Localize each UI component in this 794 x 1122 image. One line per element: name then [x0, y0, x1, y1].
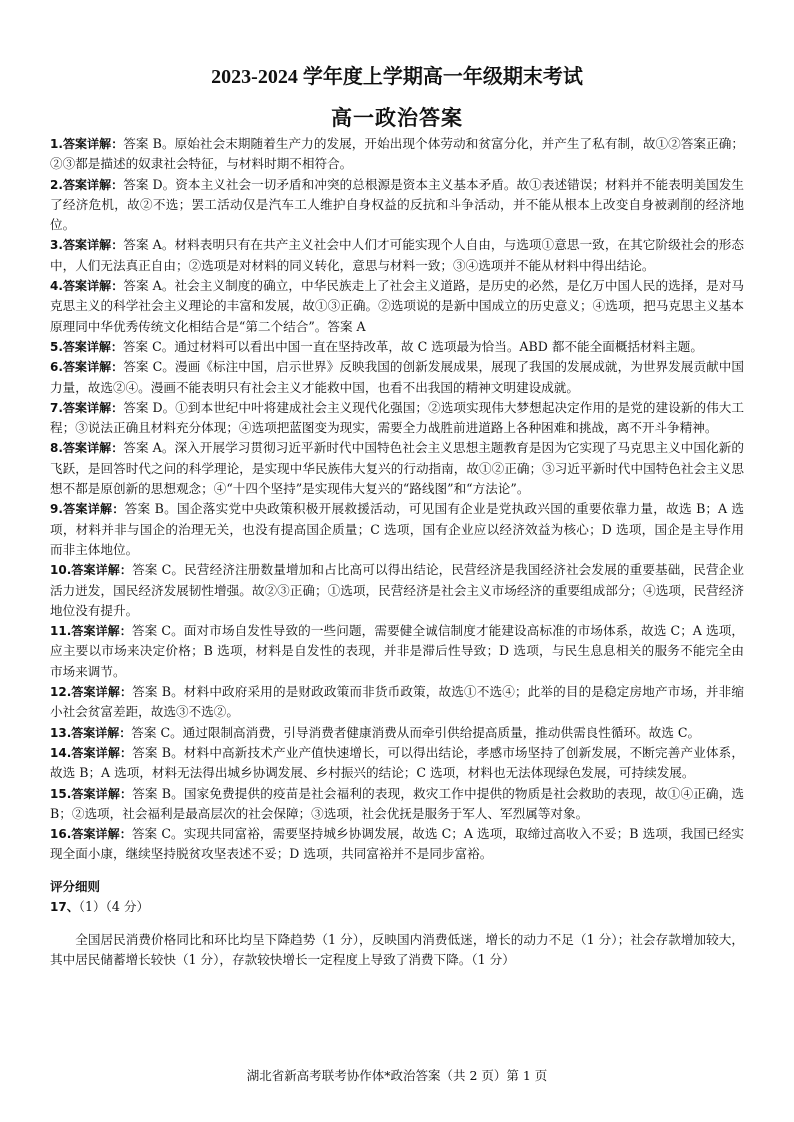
- scoring-heading: 评分细则: [50, 878, 101, 894]
- answer-text: 答案 A。社会主义制度的确立，中华民族走上了社会主义道路，是历史的必然，是亿万中国人民的选择，是对马克思主义的科学社会主义理论的丰富和发展，故①③正确。②选项说的是新中国成立的历史意义；④选项，把马克思主义基本原理同中华优秀传统文化相结合是“第二个结合”。答案 A: [50, 278, 744, 334]
- answer-text: 答案 B。材料中高新技术产业产值快速增长，可以得出结论，孝感市场坚持了创新发展，不断完善产业体系，故选 B；A 选项，材料无法得出城乡协调发展、乡村振兴的结论；C 选项，材料也无法体现绿色发展，可持续发展。: [50, 744, 744, 781]
- question-17-header: [50, 897, 744, 917]
- answer-label: 14.答案详解：: [50, 745, 133, 760]
- answer-label: 5.答案详解：: [50, 339, 123, 354]
- answer-text: 答案 D。资本主义社会一切矛盾和冲突的总根源是资本主义基本矛盾。故①表述错误；材料并不能表明美国发生了经济危机，故②不选；罢工活动仅是汽车工人维护自身权益的反抗和斗争活动，并不能从根本上改变自身被剥削的经济地位。: [50, 176, 744, 233]
- question-17-paragraph: 全国居民消费价格同比和环比均呈下降趋势（1 分），反映国内消费低迷，增长的动力不足（1 分）；社会存款增加较大，其中居民储蓄增长较快（1 分），存款较快增长一定程度上导致了消费下降。（1 分）: [50, 931, 744, 967]
- answer-item: [50, 723, 744, 743]
- answer-text: 答案 D。①到本世纪中叶将建成社会主义现代化强国；②选项实现伟大梦想起决定作用的是党的建设新的伟大工程；③说法正确且材料充分体现；④选项把蓝图变为现实，需要全力战胜前进道路上各种困难和挑战，离不开斗争精神。: [50, 399, 744, 436]
- answer-label: 13.答案详解：: [50, 725, 132, 740]
- answer-text: 答案 C。民营经济注册数量增加和占比高可以得出结论，民营经济是我国经济社会发展的重要基础，民营企业活力迸发，国民经济发展韧性增强。故②③正确；①选项，民营经济是社会主义市场经济的重要组成部分；④选项，民营经济地位没有提升。: [50, 562, 744, 618]
- question-17-label: 17、: [50, 899, 79, 914]
- answers-body: [50, 134, 744, 983]
- answer-text: 答案 B。材料中政府采用的是财政政策而非货币政策，故选①不选④；此举的目的是稳定房地产市场，并非缩小社会贫富差距，故选③不选②。: [50, 684, 744, 720]
- answer-subtitle: 高一政治答案: [331, 106, 463, 130]
- answer-item: [50, 824, 744, 865]
- answer-text: 答案 C。面对市场自发性导致的一些问题，需要健全诚信制度才能建设高标准的市场体系，故选 C；A 选项，应主要以市场来决定价格；B 选项，材料是自发性的表现，并非是滞后性导致；D 选项，与民生息息相关的服务不能完全由市场来调节。: [50, 623, 744, 679]
- answer-item: [50, 175, 744, 236]
- answer-item: [50, 621, 744, 682]
- answer-item: [50, 438, 744, 499]
- answer-label: 8.答案详解：: [50, 441, 124, 456]
- answer-label: 16.答案详解：: [50, 827, 132, 842]
- answer-item: [50, 499, 744, 560]
- answer-label: 1.答案详解：: [50, 137, 124, 151]
- answer-item: [50, 235, 744, 276]
- answer-label: 10.答案详解：: [50, 563, 133, 578]
- answer-text: 答案 A。材料表明只有在共产主义社会中人们才可能实现个人自由，与选项①意思一致，在其它阶级社会的形态中，人们无法真正自由；②选项是对材料的同义转化，意思与材料一致；③④选项并不能从材料中得出结论。: [50, 237, 744, 273]
- answer-item: [50, 784, 744, 825]
- answer-text: 答案 B。国家免费提供的疫苗是社会福利的表现，救灾工作中提供的物质是社会救助的表现，故①④正确，选 B；②选项，社会福利是最高层次的社会保障；③选项，社会优抚是服务于军人、军烈属等对象。: [50, 785, 744, 821]
- answer-label: 7.答案详解：: [50, 400, 124, 415]
- answer-item: [50, 560, 744, 621]
- answers-list: [50, 134, 744, 865]
- answer-item: [50, 357, 744, 398]
- answer-text: 答案 B。原始社会末期随着生产力的发展，开始出现个体劳动和贫富分化，并产生了私有制，故①②答案正确；②③都是描述的奴隶社会特征，与材料时期不相符合。: [50, 136, 744, 172]
- answer-text: 答案 C。实现共同富裕，需要坚持城乡协调发展，故选 C；A 选项，取缔过高收入不妥；B 选项，我国已经实现全面小康，继续坚持脱贫攻坚表述不妥；D 选项，共同富裕并不是同步富裕。: [50, 826, 744, 862]
- answer-text: 答案 C。漫画《标注中国，启示世界》反映我国的创新发展成果，展现了我国的发展成就，为世界发展贡献中国力量，故选②④。漫画不能表明只有社会主义才能救中国，也看不出我国的精神文明建设成就。: [50, 359, 744, 395]
- page-footer: 湖北省新高考联考协作体*政治答案（共 2 页）第 1 页: [246, 1068, 548, 1083]
- answer-text: 答案 C。通过限制高消费，引导消费者健康消费从而牵引供给提高质量，推动供需良性循环。故选 C。: [131, 724, 701, 740]
- answer-text: 答案 B。国企落实党中央政策积极开展救援活动，可见国有企业是党执政兴国的重要依靠力量，故选 B；A 选项，材料并非与国企的治理无关，也没有提高国企质量；C 选项，国有企业应以经济效益为核心；D 选项，国企是主导作用而非主体地位。: [50, 501, 744, 557]
- answer-item: [50, 682, 744, 723]
- answer-label: 2.答案详解：: [50, 177, 124, 192]
- answer-label: 6.答案详解：: [50, 360, 124, 375]
- answer-item: [50, 276, 744, 337]
- exam-title: 2023-2024 学年度上学期高一年级期末考试: [211, 66, 583, 88]
- answer-label: 12.答案详解：: [50, 685, 133, 700]
- answer-label: 9.答案详解：: [50, 502, 125, 517]
- question-17-part: （1）（4 分）: [78, 898, 150, 914]
- answer-item: [50, 398, 744, 439]
- answer-text: 答案 A。深入开展学习贯彻习近平新时代中国特色社会主义思想主题教育是因为它实现了马克思主义中国化新的飞跃，是回答时代之问的科学理论，是实现中华民族伟大复兴的行动指南，故①②正确；③习近平新时代中国特色社会主义思想不都是原创新的思想观念；④“十四个坚持”是实现伟大复兴的“路线图”和“方法论”。: [50, 440, 744, 497]
- answer-label: 4.答案详解：: [50, 279, 124, 294]
- answer-label: 15.答案详解：: [50, 786, 133, 801]
- answer-item: [50, 743, 744, 784]
- answer-item: [50, 337, 744, 357]
- answer-text: 答案 C。通过材料可以看出中国一直在坚持改革，故 C 选项最为恰当。ABD 都不能全面概括材料主题。: [122, 338, 703, 354]
- answer-item: [50, 134, 744, 175]
- answer-label: 3.答案详解：: [50, 238, 124, 253]
- answer-label: 11.答案详解：: [50, 624, 132, 639]
